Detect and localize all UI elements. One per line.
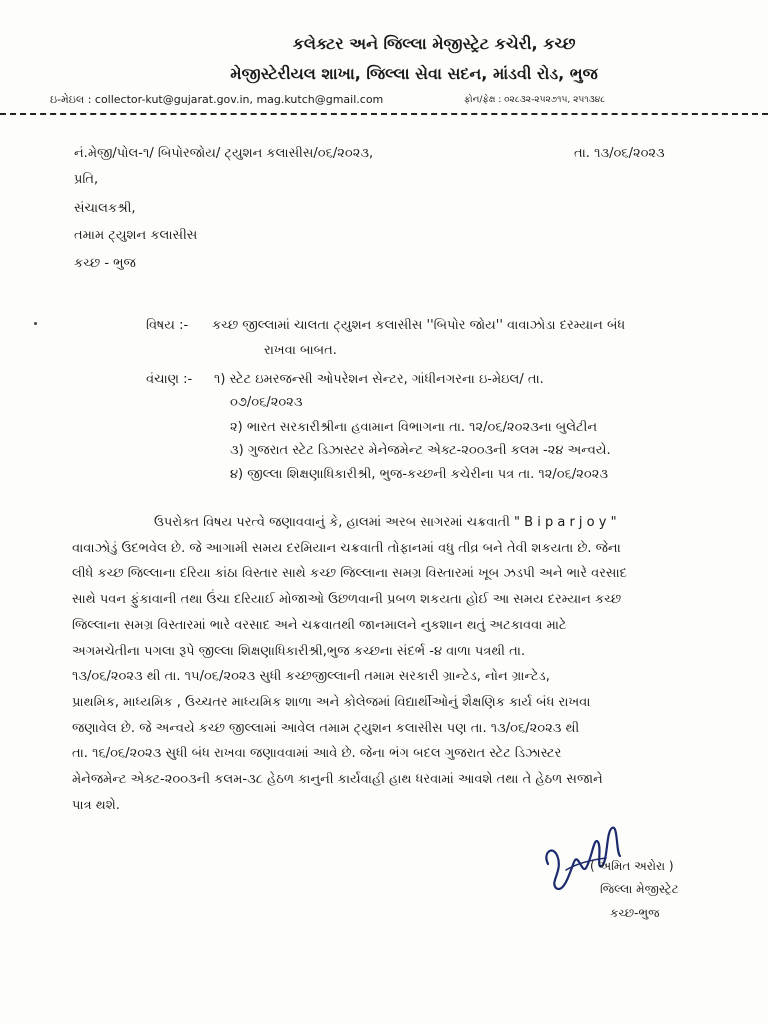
body-line: વાવાઝોડું ઉદભવેલ છે. જે આગામી સમય દરમિયાન ચક્રવાતી તોફાનમાં વધુ તીવ્ર બને તેવી શકયતા છે. જેના [72, 540, 621, 556]
reading-item: ૨) ભારત સરકારીશ્રીના હવામાન વિભાગના તા. ૧૨/૦૬/૨૦૨૩ના બુલેટીન [230, 420, 598, 435]
address-line: પ્રતિ, [74, 172, 99, 187]
signatory-place: કચ્છ-ભુજ [610, 906, 660, 920]
scan-mark [34, 322, 37, 325]
body-line: મેનેજમેન્ટ એક્ટ-૨૦૦૩ની કલમ-૩૮ હેઠળ કાનુની કાર્યવાહી હાથ ધરવામાં આવશે તથા તે હેઠળ સજાને [72, 772, 603, 788]
subject-line: રાખવા બાબત. [264, 343, 337, 358]
header-separator [0, 113, 768, 115]
branch-address: મેજીસ્ટેરીયલ શાખા, જિલ્લા સેવા સદન, માંડવી રોડ, ભુજ [230, 64, 598, 83]
body-line: ૧૩/૦૬/૨૦૨૩ થી તા. ૧૫/૦૬/૨૦૨૩ સુધી કચ્છજીલ્લાની તમામ સરકારી ગ્રાન્ટેડ, નોન ગ્રાન્ટેડ, [72, 669, 550, 685]
signatory-name: ( અમિત અરોરા ) [590, 859, 674, 873]
body-line: પાત્ર થશે. [72, 797, 120, 813]
body-line: જણાવેલ છે. જે અન્વયે કચ્છ જીલ્લામાં આવેલ તમામ ટ્યુશન કલાસીસ પણ તા. ૧૩/૦૬/૨૦૨૩ થી [72, 720, 580, 736]
email-line: ઇ-મેઇલ : collector-kut@gujarat.gov.in, mag.kutch@gmail.com [50, 93, 384, 106]
letter-body [72, 510, 712, 818]
body-line: લીધે કચ્છ જિલ્લાના દરિયા કાંઠા વિસ્તાર સાથે કચ્છ જિલ્લાના સમગ્ર વિસ્તારમાં ખૂબ ઝડપી અને ભારે વરસાદ [72, 566, 627, 582]
reference-number: નં.મેજી/પોલ-૧/ બિપોરજોય/ ટ્યુશન કલાસીસ/૦૬/૨૦૨૩, [74, 146, 374, 161]
reading-label: વંચાણ :- [146, 372, 193, 387]
letter-date: તા. ૧૩/૦૬/૨૦૨૩ [574, 146, 665, 161]
subject-label: વિષય :- [146, 318, 189, 333]
body-line: તા. ૧૬/૦૬/૨૦૨૩ સુધી બંધ રાખવા જણાવવામાં આવે છે. જેના ભંગ બદલ ગુજરાત સ્ટેટ ડિઝાસ્ટર [72, 746, 562, 762]
address-line: સંચાલકશ્રી, [74, 201, 136, 216]
address-line: કચ્છ - ભુજ [74, 256, 136, 271]
reading-item: ૪) જીલ્લા શિક્ષણાધિકારીશ્રી, ભુજ-કચ્છની કચેરીના પત્ર તા. ૧૨/૦૬/૨૦૨૩ [230, 467, 609, 482]
body-line: પ્રાથમિક, માધ્યમિક , ઉચ્ચતર માધ્યમિક શાળા અને કોલેજમાં વિદ્યાર્થીઓનું શૈક્ષણિક કાર્ય બંધ રાખવા [72, 694, 591, 710]
address-line: તમામ ટ્યુશન કલાસીસ [74, 228, 198, 243]
office-title: કલેક્ટર અને જિલ્લા મેજીસ્ટ્રેટ કચેરી, કચ્છ [292, 34, 576, 53]
reading-item: ૦૭/૦૬/૨૦૨૩ [230, 395, 303, 410]
body-line: અગમચેતીના પગલા રૂપે જીલ્લા શિક્ષણાધિકારીશ્રી,ભુજ કચ્છના સંદર્ભ -૪ વાળા પત્રથી તા. [72, 643, 526, 659]
reading-item: ૧) સ્ટેટ ઇમરજન્સી ઓપરેશન સેન્ટર, ગાંધીનગરના ઇ-મેઇલ/ તા. [214, 372, 544, 387]
body-line: ઉપરોક્ત વિષય પરત્વે જણાવવાનું કે, હાલમાં અરબ સાગરમાં ચક્રવાતી " B i p a r j o y " [154, 515, 617, 530]
phone-line: ફોન/ફેક્ષ : ૦૨૮૩૨-૨૫૨૭૧૫, ૨૫૧૩૪૮ [464, 95, 606, 105]
body-line: સાથે પવન ફુંકાવાની તથા ઉંચા દરિયાઈ મોજાઓ ઉછળવાની પ્રબળ શકયતા હોઈ આ સમય દરમ્યાન કચ્છ [72, 592, 622, 608]
signatory-title: જિલ્લા મેજીસ્ટ્રેટ [600, 882, 679, 896]
body-line: જિલ્લાના સમગ્ર વિસ્તારમાં ભારે વરસાદ અને ચક્રવાતથી જાનમાલને નુકશાન થતું અટકાવવા માટે [72, 617, 567, 633]
reading-item: ૩) ગુજરાત સ્ટેટ ડિઝાસ્ટર મેનેજમેન્ટ એક્ટ-૨૦૦૩ની કલમ -૨૪ અન્વયે. [230, 443, 611, 458]
subject-line: કચ્છ જીલ્લામાં ચાલતા ટ્યુશન કલાસીસ ''બિપોર જોય'' વાવાઝોડા દરમ્યાન બંધ [212, 318, 626, 333]
